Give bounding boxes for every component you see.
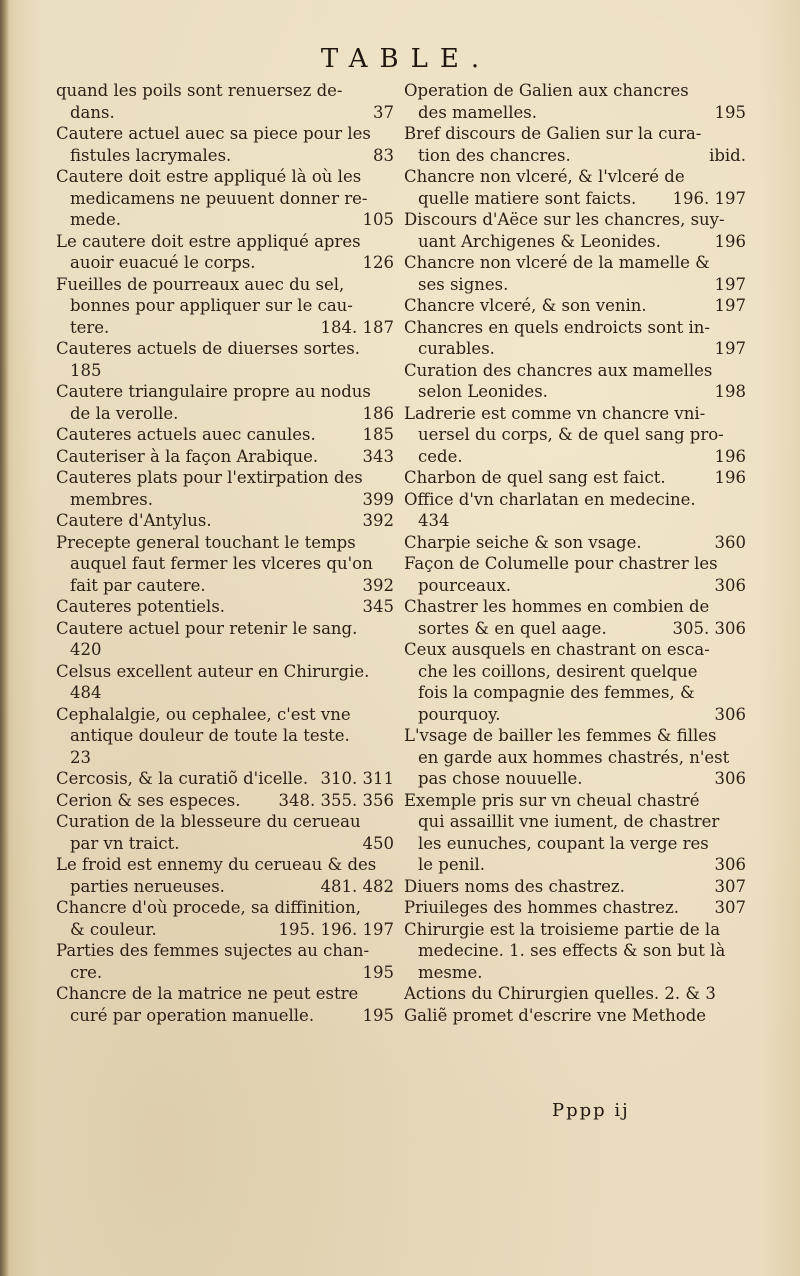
entry-continuation-line — [404, 962, 746, 984]
entry-continuation-line — [404, 145, 746, 167]
entry-text: 185 — [70, 360, 102, 380]
entry-text: Cauteres actuels auec canules. — [56, 425, 316, 444]
index-entry — [404, 876, 746, 898]
entry-text: Façon de Columelle pour chastrer les — [404, 554, 718, 573]
entry-first-line — [404, 639, 746, 661]
index-entry — [56, 811, 394, 854]
entry-text: Chancre d'où procede, sa diffinition, — [56, 898, 361, 917]
index-entry — [404, 295, 746, 317]
index-entry — [404, 317, 746, 360]
entry-first-line — [56, 704, 394, 726]
entry-text: Curation de la blesseure du cerueau — [56, 812, 361, 831]
entry-continuation-line — [56, 252, 394, 274]
entry-first-line — [404, 166, 746, 188]
entry-text: Cephalalgie, ou cephalee, c'est vne — [56, 704, 351, 724]
entry-text: parties nerueuses. — [70, 876, 225, 896]
page-reference: 197 — [714, 339, 746, 358]
page-reference: 310. 311 — [320, 769, 394, 788]
entry-text: les eunuches, coupant la verge res — [418, 833, 709, 853]
entry-continuation-line — [404, 768, 746, 790]
page-reference: 186 — [362, 403, 394, 423]
catchword-signature: Pppp ij — [552, 1100, 630, 1121]
entry-first-line — [404, 876, 746, 898]
entry-continuation-line — [404, 854, 746, 876]
entry-continuation-line — [56, 317, 394, 339]
index-entry — [56, 381, 394, 424]
entry-text: 420 — [70, 640, 102, 659]
entry-continuation-line — [56, 639, 394, 661]
entry-text: Cerion & ses especes. — [56, 790, 241, 810]
entry-first-line — [56, 123, 394, 145]
running-head: TABLE. — [320, 44, 492, 74]
index-entry — [56, 338, 394, 381]
entry-first-line — [56, 940, 394, 962]
entry-text: tion des chancres. — [418, 145, 571, 165]
entry-text: cre. — [70, 962, 103, 982]
entry-continuation-line — [404, 704, 746, 726]
index-entry — [404, 252, 746, 295]
entry-text: Cautere doit estre appliqué là où les — [56, 167, 362, 186]
entry-continuation-line — [404, 618, 746, 640]
entry-first-line — [56, 768, 394, 790]
entry-text: 434 — [418, 511, 450, 530]
page-reference: 196 — [714, 231, 746, 251]
entry-text: bonnes pour appliquer sur le cau- — [70, 296, 353, 315]
page-reference: 184. 187 — [320, 317, 394, 337]
entry-continuation-line — [404, 811, 746, 833]
entry-text: fistules lacrymales. — [70, 145, 232, 165]
index-entry — [56, 897, 394, 940]
entry-first-line — [404, 209, 746, 231]
entry-first-line — [56, 854, 394, 876]
entry-text: Chirurgie est la troisieme partie de la — [404, 919, 721, 939]
entry-text: Charbon de quel sang est faict. — [404, 468, 666, 487]
entry-first-line — [56, 596, 394, 618]
page-reference: 196 — [714, 468, 746, 487]
page-reference: 195 — [714, 102, 746, 122]
entry-continuation-line — [404, 940, 746, 962]
entry-first-line — [56, 166, 394, 188]
entry-continuation-line — [56, 725, 394, 747]
index-entry — [404, 166, 746, 209]
entry-first-line — [56, 618, 394, 640]
page-reference: 195 — [362, 1005, 394, 1025]
entry-text: Le froid est ennemy du cerueau & des — [56, 855, 377, 874]
entry-text: Cauteres potentiels. — [56, 597, 226, 616]
index-entry — [404, 897, 746, 919]
index-entry — [56, 274, 394, 339]
binding-edge — [0, 0, 9, 1276]
page-reference: 197 — [714, 274, 746, 294]
entry-first-line — [56, 274, 394, 296]
entry-text: Celsus excellent auteur en Chirurgie. — [56, 661, 370, 681]
entry-first-line — [404, 295, 746, 317]
entry-text: fait par cautere. — [70, 575, 206, 595]
entry-text: pourceaux. — [418, 575, 512, 595]
entry-text: quelle matiere sont faicts. — [418, 188, 637, 208]
entry-text: cede. — [418, 446, 463, 466]
entry-text: Ladrerie est comme vn chancre vni- — [404, 403, 706, 423]
entry-text: de la verolle. — [70, 403, 179, 423]
entry-text: Chancre non vlceré de la mamelle & — [404, 253, 710, 272]
entry-first-line — [404, 252, 746, 274]
index-entry — [56, 532, 394, 597]
entry-continuation-line — [56, 295, 394, 317]
entry-first-line — [404, 489, 746, 511]
entry-continuation-line — [56, 919, 394, 941]
entry-continuation-line — [56, 403, 394, 425]
entry-continuation-line — [56, 188, 394, 210]
entry-text: uersel du corps, & de quel sang pro- — [418, 425, 724, 444]
entry-text: Cautere actuel pour retenir le sang. — [56, 618, 358, 638]
entry-first-line — [56, 338, 394, 360]
page-reference: 105 — [362, 210, 394, 229]
entry-first-line — [56, 80, 394, 102]
entry-continuation-line — [56, 102, 394, 124]
entry-text: auoir euacué le corps. — [70, 253, 256, 272]
entry-text: Chancres en quels endroicts sont in- — [404, 317, 710, 337]
entry-text: sortes & en quel aage. — [418, 618, 607, 638]
entry-first-line — [404, 467, 746, 489]
entry-text: Parties des femmes sujectes au chan- — [56, 941, 370, 960]
entry-text: curables. — [418, 339, 495, 358]
entry-text: le penil. — [418, 855, 486, 874]
entry-continuation-line — [56, 145, 394, 167]
index-entry — [404, 403, 746, 468]
entry-continuation-line — [404, 747, 746, 769]
entry-first-line — [56, 467, 394, 489]
entry-continuation-line — [56, 1005, 394, 1027]
entry-text: curé par operation manuelle. — [70, 1005, 315, 1025]
entry-text: selon Leonides. — [418, 382, 548, 401]
entry-continuation-line — [404, 424, 746, 446]
entry-text: Cautere d'Antylus. — [56, 511, 212, 530]
page-reference: 481. 482 — [320, 876, 394, 896]
entry-first-line — [56, 532, 394, 554]
entry-text: membres. — [70, 489, 153, 509]
entry-text: Operation de Galien aux chancres — [404, 81, 689, 100]
entry-continuation-line — [404, 188, 746, 210]
entry-text: Le cautere doit estre appliqué apres — [56, 231, 361, 251]
entry-continuation-line — [56, 682, 394, 704]
entry-text: des mamelles. — [418, 102, 537, 122]
page-reference: 37 — [373, 102, 394, 122]
entry-first-line — [404, 790, 746, 812]
entry-first-line — [56, 381, 394, 403]
page-reference: 345 — [362, 597, 394, 616]
entry-first-line — [404, 553, 746, 575]
entry-first-line — [404, 317, 746, 339]
index-entry — [56, 424, 394, 446]
entry-first-line — [404, 123, 746, 145]
page-reference: 195 — [362, 962, 394, 982]
entry-text: Fueilles de pourreaux auec du sel, — [56, 274, 345, 294]
index-entry — [404, 790, 746, 876]
index-entry — [56, 790, 394, 812]
entry-first-line — [56, 231, 394, 253]
index-entry — [56, 618, 394, 661]
index-entry — [404, 919, 746, 984]
index-entry — [404, 596, 746, 639]
entry-text: Exemple pris sur vn cheual chastré — [404, 790, 700, 810]
entry-text: & couleur. — [70, 919, 157, 939]
page-reference: ibid. — [709, 145, 746, 165]
entry-text: Cauteres plats pour l'extirpation des — [56, 468, 363, 487]
page-reference: 306 — [714, 575, 746, 595]
index-column-left — [56, 80, 394, 1026]
page-reference: 197 — [714, 296, 746, 315]
entry-first-line — [56, 661, 394, 683]
entry-text: Charpie seiche & son vsage. — [404, 532, 642, 552]
entry-text: uant Archigenes & Leonides. — [418, 231, 661, 251]
entry-continuation-line — [56, 360, 394, 382]
index-entry — [56, 940, 394, 983]
index-entry — [404, 360, 746, 403]
entry-text: Cercosis, & la curatiõ d'icelle. — [56, 769, 309, 788]
entry-continuation-line — [56, 575, 394, 597]
entry-text: Chancre vlceré, & son venin. — [404, 296, 647, 315]
entry-text: Priuileges des hommes chastrez. — [404, 898, 680, 917]
entry-text: Cautere triangulaire propre au nodus — [56, 382, 371, 401]
index-entry — [404, 1005, 746, 1027]
entry-first-line — [404, 360, 746, 382]
entry-text: par vn traict. — [70, 833, 180, 853]
page-reference: 305. 306 — [672, 618, 746, 638]
index-entry — [404, 467, 746, 489]
page-reference: 196 — [714, 446, 746, 466]
entry-first-line — [56, 790, 394, 812]
page-reference: 450 — [362, 833, 394, 853]
index-entry — [56, 704, 394, 769]
page-reference: 360 — [714, 532, 746, 552]
index-entry — [404, 553, 746, 596]
page-reference: 392 — [362, 575, 394, 595]
entry-text: mede. — [70, 210, 121, 229]
entry-first-line — [56, 983, 394, 1005]
entry-text: ses signes. — [418, 274, 509, 294]
page-reference: 306 — [714, 704, 746, 724]
page-reference: 392 — [362, 511, 394, 530]
entry-first-line — [56, 510, 394, 532]
index-entry — [56, 983, 394, 1026]
index-entry — [56, 596, 394, 618]
index-entry — [56, 661, 394, 704]
entry-text: L'vsage de bailler les femmes & filles — [404, 726, 717, 745]
entry-text: 484 — [70, 683, 102, 702]
entry-continuation-line — [56, 209, 394, 231]
page-reference: 307 — [714, 898, 746, 917]
entry-text: Curation des chancres aux mamelles — [404, 360, 713, 380]
index-entry — [404, 489, 746, 532]
entry-continuation-line — [404, 833, 746, 855]
entry-continuation-line — [404, 510, 746, 532]
entry-first-line — [404, 725, 746, 747]
index-entry — [56, 467, 394, 510]
entry-continuation-line — [56, 876, 394, 898]
entry-text: Discours d'Aëce sur les chancres, suy- — [404, 210, 725, 229]
entry-text: Actions du Chirurgien quelles. 2. & 3 — [404, 984, 716, 1003]
entry-text: antique douleur de toute la teste. — [70, 726, 350, 745]
entry-continuation-line — [404, 274, 746, 296]
entry-text: dans. — [70, 102, 115, 122]
entry-text: Precepte general touchant le temps — [56, 532, 356, 552]
entry-text: fois la compagnie des femmes, & — [418, 683, 695, 702]
entry-text: medecine. 1. ses effects & son but là — [418, 941, 726, 960]
entry-text: Office d'vn charlatan en medecine. — [404, 489, 696, 509]
entry-text: pas chose nouuelle. — [418, 769, 583, 788]
entry-first-line — [404, 1005, 746, 1027]
entry-first-line — [404, 983, 746, 1005]
entry-text: Cauteres actuels de diuerses sortes. — [56, 339, 360, 358]
entry-first-line — [56, 811, 394, 833]
page-reference: 348. 355. 356 — [278, 790, 394, 810]
entry-first-line — [404, 897, 746, 919]
index-entry — [56, 80, 394, 123]
index-entry — [404, 123, 746, 166]
entry-text: medicamens ne peuuent donner re- — [70, 188, 368, 208]
page-reference: 195. 196. 197 — [278, 919, 394, 939]
entry-text: Diuers noms des chastrez. — [404, 876, 625, 896]
entry-text: qui assaillit vne iument, de chastrer — [418, 812, 720, 831]
entry-text: en garde aux hommes chastrés, n'est — [418, 747, 730, 767]
entry-first-line — [56, 897, 394, 919]
page-reference: 343 — [362, 446, 394, 466]
index-entry — [56, 166, 394, 231]
entry-text: mesme. — [418, 962, 483, 982]
entry-text: Chastrer les hommes en combien de — [404, 597, 710, 616]
entry-first-line — [56, 424, 394, 446]
entry-first-line — [56, 446, 394, 468]
entry-first-line — [404, 532, 746, 554]
entry-text: tere. — [70, 317, 110, 337]
index-entry — [404, 639, 746, 725]
index-entry — [404, 725, 746, 790]
entry-first-line — [404, 596, 746, 618]
page-reference: 306 — [714, 855, 746, 874]
entry-continuation-line — [56, 962, 394, 984]
entry-text: Galiẽ promet d'escrire vne Methode — [404, 1005, 707, 1025]
entry-text: quand les poils sont renuersez de- — [56, 81, 343, 100]
entry-text: pourquoy. — [418, 704, 501, 724]
page-reference: 126 — [362, 253, 394, 272]
index-entry — [404, 983, 746, 1005]
entry-continuation-line — [56, 553, 394, 575]
index-entry — [404, 532, 746, 554]
index-entry — [56, 768, 394, 790]
index-entry — [56, 446, 394, 468]
index-entry — [56, 510, 394, 532]
page-reference: 307 — [714, 876, 746, 896]
entry-text: Chancre non vlceré, & l'vlceré de — [404, 167, 685, 186]
index-entry — [56, 123, 394, 166]
index-entry — [56, 231, 394, 274]
entry-continuation-line — [56, 747, 394, 769]
entry-text: Ceux ausquels en chastrant on esca- — [404, 640, 710, 659]
index-entry — [404, 80, 746, 123]
page-reference: 198 — [714, 382, 746, 401]
entry-text: 23 — [70, 747, 91, 767]
entry-continuation-line — [404, 446, 746, 468]
index-entry — [56, 854, 394, 897]
entry-text: Bref discours de Galien sur la cura- — [404, 124, 702, 143]
entry-continuation-line — [56, 489, 394, 511]
page-reference: 306 — [714, 769, 746, 788]
page-reference: 83 — [373, 145, 394, 165]
page-reference: 185 — [362, 425, 394, 444]
page-reference: 399 — [362, 489, 394, 509]
index-column-right — [404, 80, 746, 1026]
entry-continuation-line — [404, 575, 746, 597]
entry-text: Chancre de la matrice ne peut estre — [56, 984, 359, 1003]
entry-text: che les coillons, desirent quelque — [418, 661, 698, 681]
entry-text: Cautere actuel auec sa piece pour les — [56, 124, 371, 143]
entry-text: auquel faut fermer les vlceres qu'on — [70, 554, 373, 573]
entry-continuation-line — [404, 381, 746, 403]
entry-continuation-line — [404, 102, 746, 124]
page-reference: 196. 197 — [672, 188, 746, 208]
entry-continuation-line — [404, 231, 746, 253]
entry-continuation-line — [404, 682, 746, 704]
entry-continuation-line — [404, 338, 746, 360]
index-entry — [404, 209, 746, 252]
entry-first-line — [404, 80, 746, 102]
entry-first-line — [404, 403, 746, 425]
entry-continuation-line — [56, 833, 394, 855]
entry-continuation-line — [404, 661, 746, 683]
entry-first-line — [404, 919, 746, 941]
entry-text: Cauteriser à la façon Arabique. — [56, 446, 319, 466]
